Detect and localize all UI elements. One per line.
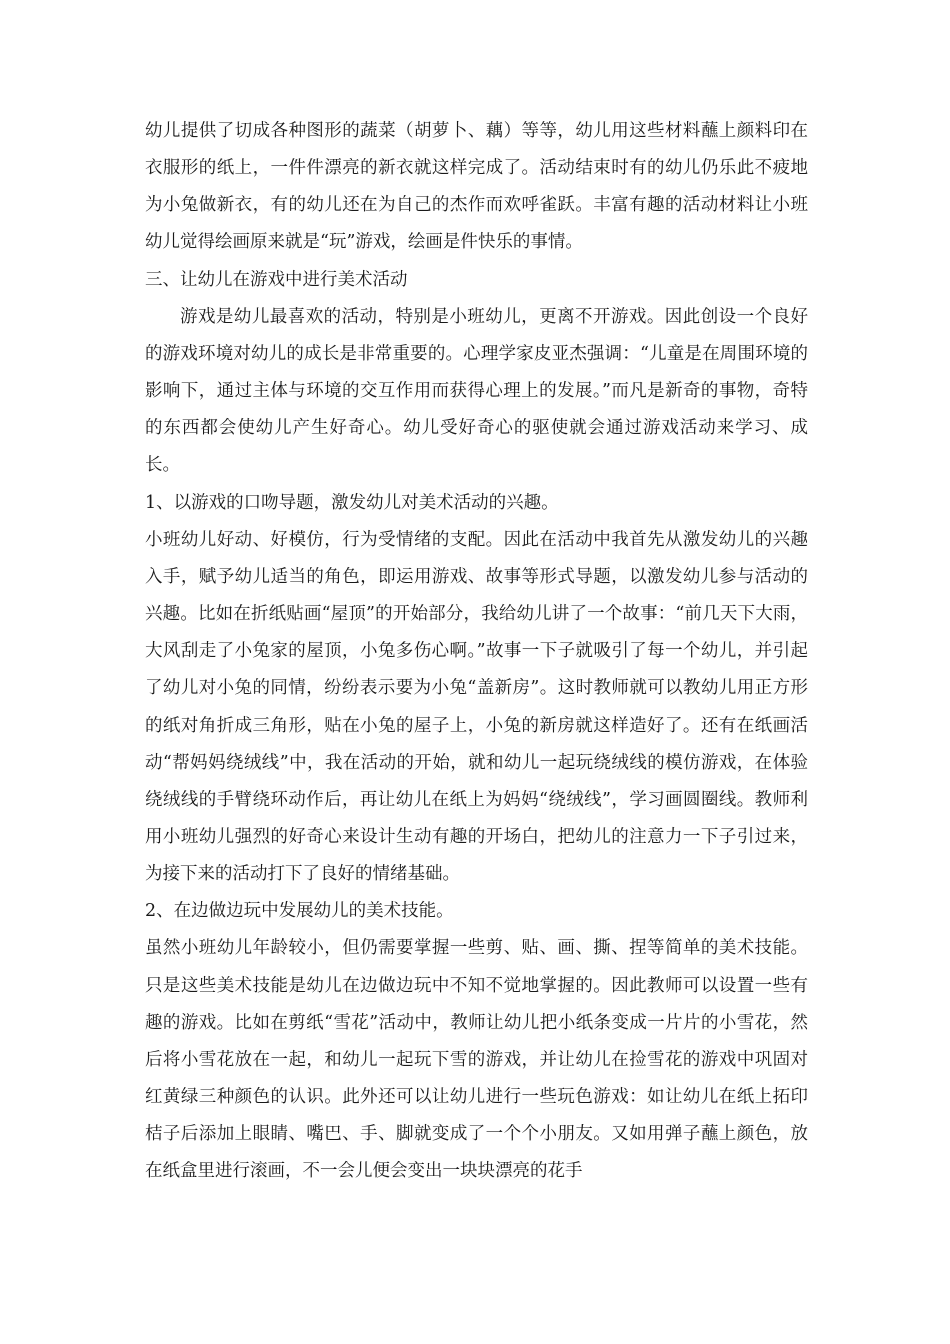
section-heading-3: 三、让幼儿在游戏中进行美术活动 <box>145 269 408 290</box>
document-page <box>145 113 808 1191</box>
subheading-2: 2、在边做边玩中发展幼儿的美术技能。 <box>145 901 454 922</box>
paragraph-subsection-1: 小班幼儿好动、好模仿，行为受情绪的支配。因此在活动中我首先从激发幼儿的兴趣入手，赋予幼儿适当的角色，即运用游戏、故事等形式导题，以激发幼儿参与活动的兴趣。比如在折纸贴画“屋顶”的开始部分，我给幼儿讲了一个故事：“前几天下大雨，大风刮走了小兔家的屋顶，小兔多伤心啊。”故事一下子就吸引了每一个幼儿，并引起了幼儿对小兔的同情，纷纷表示要为小兔“盖新房”。这时教师就可以教幼儿用正方形的纸对角折成三角形，贴在小兔的屋子上，小兔的新房就这样造好了。还有在纸画活动“帮妈妈绕绒线”中，我在活动的开始，就和幼儿一起玩绕绒线的模仿游戏，在体验绕绒线的手臂绕环动作后，再让幼儿在纸上为妈妈“绕绒线”，学习画圆圈线。教师利用小班幼儿强烈的好奇心来设计生动有趣的开场白，把幼儿的注意力一下子引过来，为接下来的活动打下了良好的情绪基础。 <box>145 529 808 885</box>
paragraph-section-3: 游戏是幼儿最喜欢的活动，特别是小班幼儿，更离不开游戏。因此创设一个良好的游戏环境对幼儿的成长是非常重要的。心理学家皮亚杰强调：“儿童是在周围环境的影响下，通过主体与环境的交互作用而获得心理上的发展。”而凡是新奇的事物，奇特的东西都会使幼儿产生好奇心。幼儿受好奇心的驱使就会通过游戏活动来学习、成长。 <box>145 306 808 476</box>
subheading-1: 1、以游戏的口吻导题，激发幼儿对美术活动的兴趣。 <box>145 492 559 513</box>
paragraph-intro: 幼儿提供了切成各种图形的蔬菜（胡萝卜、藕）等等，幼儿用这些材料蘸上颜料印在衣服形的纸上，一件件漂亮的新衣就这样完成了。活动结束时有的幼儿仍乐此不疲地为小兔做新衣，有的幼儿还在为自己的杰作而欢呼雀跃。丰富有趣的活动材料让小班幼儿觉得绘画原来就是“玩”游戏，绘画是件快乐的事情。 <box>145 121 808 253</box>
paragraph-subsection-2: 虽然小班幼儿年龄较小，但仍需要掌握一些剪、贴、画、撕、捏等简单的美术技能。只是这些美术技能是幼儿在边做边玩中不知不觉地掌握的。因此教师可以设置一些有趣的游戏。比如在剪纸“雪花”活动中，教师让幼儿把小纸条变成一片片的小雪花，然后将小雪花放在一起，和幼儿一起玩下雪的游戏，并让幼儿在捡雪花的游戏中巩固对红黄绿三种颜色的认识。此外还可以让幼儿进行一些玩色游戏：如让幼儿在纸上拓印桔子后添加上眼睛、嘴巴、手、脚就变成了一个个小朋友。又如用弹子蘸上颜色，放在纸盒里进行滚画，不一会儿便会变出一块块漂亮的花手 <box>145 938 808 1182</box>
